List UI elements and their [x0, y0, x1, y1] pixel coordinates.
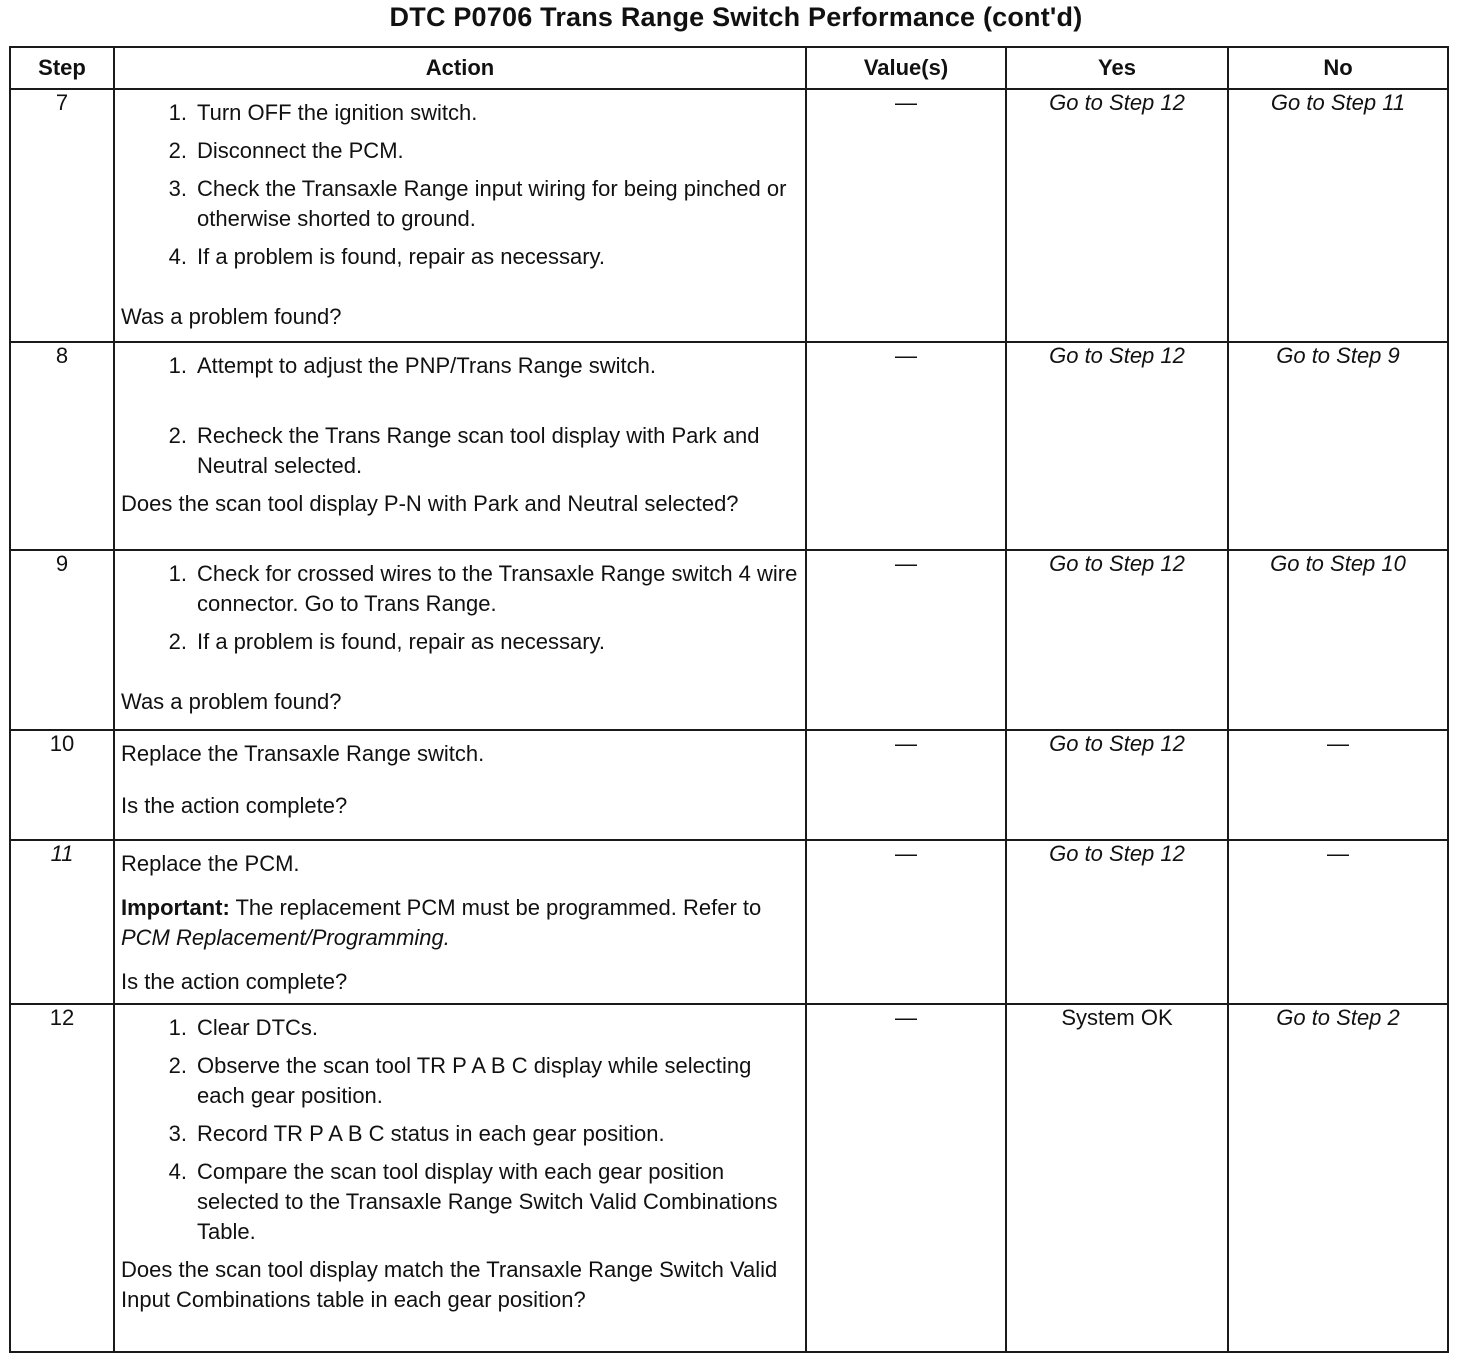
page-title: DTC P0706 Trans Range Switch Performance (cont'd): [389, 2, 1083, 32]
action-cell: [114, 840, 806, 1004]
list-item: 3. Check the Transaxle Range input wiring for being pinched or otherwise shorted to ground.: [168, 176, 787, 231]
list-item: 2. Disconnect the PCM.: [168, 138, 404, 163]
question-text: Was a problem found?: [121, 304, 342, 329]
action-cell: [114, 342, 806, 550]
action-cell: [114, 1004, 806, 1352]
question-text: Is the action complete?: [121, 793, 348, 818]
header-yes: Yes: [1006, 47, 1228, 89]
list-item: 1. Turn OFF the ignition switch.: [168, 100, 478, 125]
table-row: [10, 730, 1448, 840]
no-cell: Go to Step 2: [1228, 1004, 1448, 1352]
no-cell: —: [1228, 840, 1448, 1004]
header-step: Step: [10, 47, 114, 89]
list-item: 2. Observe the scan tool TR P A B C display while selecting each gear position.: [168, 1053, 752, 1108]
list-item: 1. Clear DTCs.: [168, 1015, 319, 1040]
table-row: [10, 342, 1448, 550]
no-cell: Go to Step 9: [1228, 342, 1448, 550]
value-cell: —: [806, 89, 1006, 342]
action-list: [121, 351, 799, 481]
table-row: [10, 550, 1448, 730]
action-cell: [114, 550, 806, 730]
important-label: Important:: [121, 895, 230, 920]
important-note: [121, 893, 799, 953]
important-reference: PCM Replacement/Programming.: [121, 925, 450, 950]
action-cell: [114, 730, 806, 840]
value-cell: —: [806, 550, 1006, 730]
yes-cell: System OK: [1006, 1004, 1228, 1352]
list-item: 1. Check for crossed wires to the Transaxle Range switch 4 wire connector. Go to Trans Range.: [168, 561, 798, 616]
no-cell: Go to Step 10: [1228, 550, 1448, 730]
step-number: 8: [10, 342, 114, 550]
yes-cell: Go to Step 12: [1006, 550, 1228, 730]
step-number: 9: [10, 550, 114, 730]
question-text: Is the action complete?: [121, 969, 348, 994]
header-row: [10, 47, 1448, 89]
yes-cell: Go to Step 12: [1006, 89, 1228, 342]
yes-cell: Go to Step 12: [1006, 342, 1228, 550]
action-cell: [114, 89, 806, 342]
value-cell: —: [806, 730, 1006, 840]
header-action: Action: [114, 47, 806, 89]
no-cell: Go to Step 11: [1228, 89, 1448, 342]
list-item: 2. Recheck the Trans Range scan tool display with Park and Neutral selected.: [168, 423, 760, 478]
table-row: [10, 89, 1448, 342]
action-list: [121, 1013, 799, 1247]
question-text: Was a problem found?: [121, 689, 342, 714]
step-number: 12: [10, 1004, 114, 1352]
list-item: 4. Compare the scan tool display with each gear position selected to the Transaxle Range Switch Valid Combinations Table.: [168, 1159, 778, 1244]
step-number: 10: [10, 730, 114, 840]
value-cell: —: [806, 342, 1006, 550]
table-row: [10, 840, 1448, 1004]
action-list: [121, 98, 799, 272]
diagnostic-table: [9, 46, 1449, 1353]
list-item: 3. Record TR P A B C status in each gear position.: [168, 1121, 665, 1146]
value-cell: —: [806, 840, 1006, 1004]
question-text: Does the scan tool display P-N with Park and Neutral selected?: [121, 491, 739, 516]
value-cell: —: [806, 1004, 1006, 1352]
table-row: [10, 1004, 1448, 1352]
instruction-text: Replace the Transaxle Range switch.: [121, 741, 485, 766]
important-text: The replacement PCM must be programmed. Refer to: [235, 895, 762, 920]
yes-cell: Go to Step 12: [1006, 730, 1228, 840]
yes-cell: Go to Step 12: [1006, 840, 1228, 1004]
no-cell: —: [1228, 730, 1448, 840]
question-text: Does the scan tool display match the Transaxle Range Switch Valid Input Combinations table in each gear position?: [121, 1257, 778, 1312]
list-item: 1. Attempt to adjust the PNP/Trans Range switch.: [168, 353, 656, 378]
list-item: 4. If a problem is found, repair as necessary.: [168, 244, 606, 269]
header-values: Value(s): [806, 47, 1006, 89]
action-list: [121, 559, 799, 657]
step-number: 11: [10, 840, 114, 1004]
header-no: No: [1228, 47, 1448, 89]
instruction-text: Replace the PCM.: [121, 851, 300, 876]
list-item: 2. If a problem is found, repair as necessary.: [168, 629, 606, 654]
step-number: 7: [10, 89, 114, 342]
